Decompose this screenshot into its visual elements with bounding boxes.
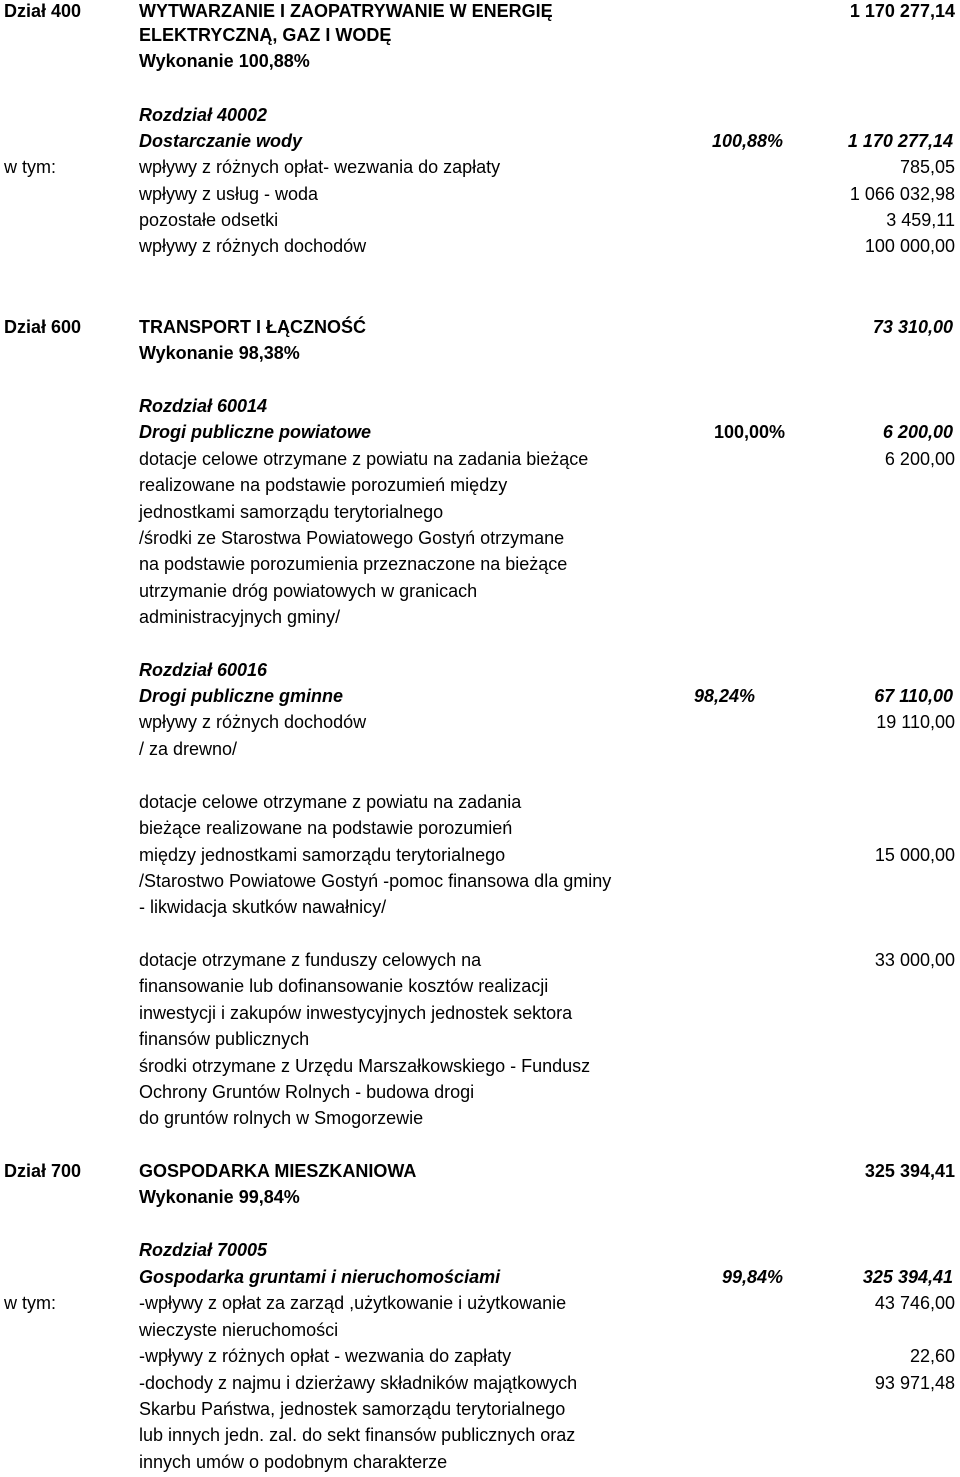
list-item-line: finansów publicznych bbox=[139, 1029, 310, 1049]
list-item-line: realizowane na podstawie porozumień między bbox=[139, 475, 508, 495]
list-item-line: -wpływy z różnych opłat - wezwania do zapłaty bbox=[139, 1346, 512, 1366]
dzial-400-title-line2: ELEKTRYCZNĄ, GAZ I WODĘ bbox=[139, 25, 392, 45]
dzial-600-wykonanie: Wykonanie 98,38% bbox=[139, 343, 300, 363]
list-item-label: pozostałe odsetki bbox=[139, 210, 279, 230]
list-item-line: innych umów o podobnym charakterze bbox=[139, 1452, 448, 1472]
rozdzial-40002-name: Dostarczanie wody bbox=[139, 131, 303, 151]
rozdzial-70005-amount: 325 394,41 bbox=[862, 1267, 953, 1287]
list-item-line: lub innych jedn. zal. do sekt finansów publicznych oraz bbox=[139, 1425, 576, 1445]
list-item-amount: 15 000,00 bbox=[874, 845, 955, 865]
list-item-line: do gruntów rolnych w Smogorzewie bbox=[139, 1108, 424, 1128]
dzial-600-label: Dział 600 bbox=[4, 317, 82, 337]
rozdzial-40002-wtym: w tym: bbox=[4, 157, 56, 177]
list-item-line: wpływy z różnych dochodów bbox=[139, 712, 367, 732]
list-item-line: dotacje celowe otrzymane z powiatu na zadania bieżące bbox=[139, 449, 589, 469]
dzial-600-amount: 73 310,00 bbox=[872, 317, 953, 337]
dzial-400-amount: 1 170 277,14 bbox=[849, 1, 955, 21]
list-item-amount: 93 971,48 bbox=[874, 1373, 955, 1393]
dzial-700-title: GOSPODARKA MIESZKANIOWA bbox=[139, 1161, 417, 1181]
rozdzial-40002-heading: Rozdział 40002 bbox=[139, 105, 268, 125]
list-item-amount: 785,05 bbox=[899, 157, 955, 177]
list-item-line: -wpływy z opłat za zarząd ,użytkowanie i użytkowanie bbox=[139, 1293, 567, 1313]
dzial-400-label: Dział 400 bbox=[4, 1, 82, 21]
dzial-600-title: TRANSPORT I ŁĄCZNOŚĆ bbox=[139, 317, 366, 337]
list-item-line: jednostkami samorządu terytorialnego bbox=[139, 502, 444, 522]
list-item-amount: 100 000,00 bbox=[864, 236, 955, 256]
rozdzial-60014-heading: Rozdział 60014 bbox=[139, 396, 268, 416]
list-item-line: / za drewno/ bbox=[139, 739, 238, 759]
list-item-amount: 1 066 032,98 bbox=[849, 184, 955, 204]
rozdzial-60014-name: Drogi publiczne powiatowe bbox=[139, 422, 372, 442]
list-item-line: między jednostkami samorządu terytorialnego bbox=[139, 845, 506, 865]
list-item-line: dotacje celowe otrzymane z powiatu na zadania bbox=[139, 792, 522, 812]
list-item-line: dotacje otrzymane z funduszy celowych na bbox=[139, 950, 482, 970]
list-item-line: utrzymanie dróg powiatowych w granicach bbox=[139, 581, 478, 601]
list-item-line: Skarbu Państwa, jednostek samorządu terytorialnego bbox=[139, 1399, 566, 1419]
list-item-amount: 3 459,11 bbox=[886, 210, 955, 230]
list-item-line: na podstawie porozumienia przeznaczone na bieżące bbox=[139, 554, 568, 574]
list-item-line: środki otrzymane z Urzędu Marszałkowskiego - Fundusz bbox=[139, 1056, 591, 1076]
list-item-label: wpływy z usług - woda bbox=[139, 184, 319, 204]
dzial-700-amount: 325 394,41 bbox=[864, 1161, 955, 1181]
list-item-amount: 22,60 bbox=[909, 1346, 955, 1366]
rozdzial-60016-name: Drogi publiczne gminne bbox=[139, 686, 344, 706]
rozdzial-60016-amount: 67 110,00 bbox=[874, 686, 953, 706]
rozdzial-40002-percent: 100,88% bbox=[711, 131, 783, 151]
list-item-amount: 33 000,00 bbox=[874, 950, 955, 970]
list-item-label: wpływy z różnych dochodów bbox=[139, 236, 367, 256]
list-item-amount: 6 200,00 bbox=[884, 449, 955, 469]
rozdzial-70005-name: Gospodarka gruntami i nieruchomościami bbox=[139, 1267, 501, 1287]
rozdzial-70005-percent: 99,84% bbox=[721, 1267, 783, 1287]
rozdzial-60014-percent: 100,00% bbox=[713, 422, 785, 442]
list-item-line: finansowanie lub dofinansowanie kosztów realizacji bbox=[139, 976, 549, 996]
dzial-700-label: Dział 700 bbox=[4, 1161, 82, 1181]
rozdzial-60016-heading: Rozdział 60016 bbox=[139, 660, 268, 680]
rozdzial-60016-percent: 98,24% bbox=[693, 686, 755, 706]
dzial-400-wykonanie: Wykonanie 100,88% bbox=[139, 51, 310, 71]
dzial-400-title-line1: WYTWARZANIE I ZAOPATRYWANIE W ENERGIĘ bbox=[139, 1, 553, 21]
list-item-amount: 43 746,00 bbox=[874, 1293, 955, 1313]
dzial-700-wykonanie: Wykonanie 99,84% bbox=[139, 1187, 300, 1207]
rozdzial-70005-wtym: w tym: bbox=[4, 1293, 56, 1313]
list-item-line: administracyjnych gminy/ bbox=[139, 607, 341, 627]
rozdzial-40002-amount: 1 170 277,14 bbox=[847, 131, 953, 151]
list-item-line: inwestycji i zakupów inwestycyjnych jednostek sektora bbox=[139, 1003, 573, 1023]
list-item-line: /Starostwo Powiatowe Gostyń -pomoc finansowa dla gminy bbox=[139, 871, 612, 891]
list-item-label: wpływy z różnych opłat- wezwania do zapłaty bbox=[139, 157, 501, 177]
rozdzial-70005-heading: Rozdział 70005 bbox=[139, 1240, 268, 1260]
list-item-line: - likwidacja skutków nawałnicy/ bbox=[139, 897, 387, 917]
rozdzial-60014-amount: 6 200,00 bbox=[882, 422, 953, 442]
list-item-line: Ochrony Gruntów Rolnych - budowa drogi bbox=[139, 1082, 475, 1102]
list-item-line: /środki ze Starostwa Powiatowego Gostyń otrzymane bbox=[139, 528, 565, 548]
list-item-line: bieżące realizowane na podstawie porozumień bbox=[139, 818, 513, 838]
list-item-amount: 19 110,00 bbox=[876, 712, 955, 732]
list-item-line: -dochody z najmu i dzierżawy składników majątkowych bbox=[139, 1373, 578, 1393]
list-item-line: wieczyste nieruchomości bbox=[139, 1320, 339, 1340]
